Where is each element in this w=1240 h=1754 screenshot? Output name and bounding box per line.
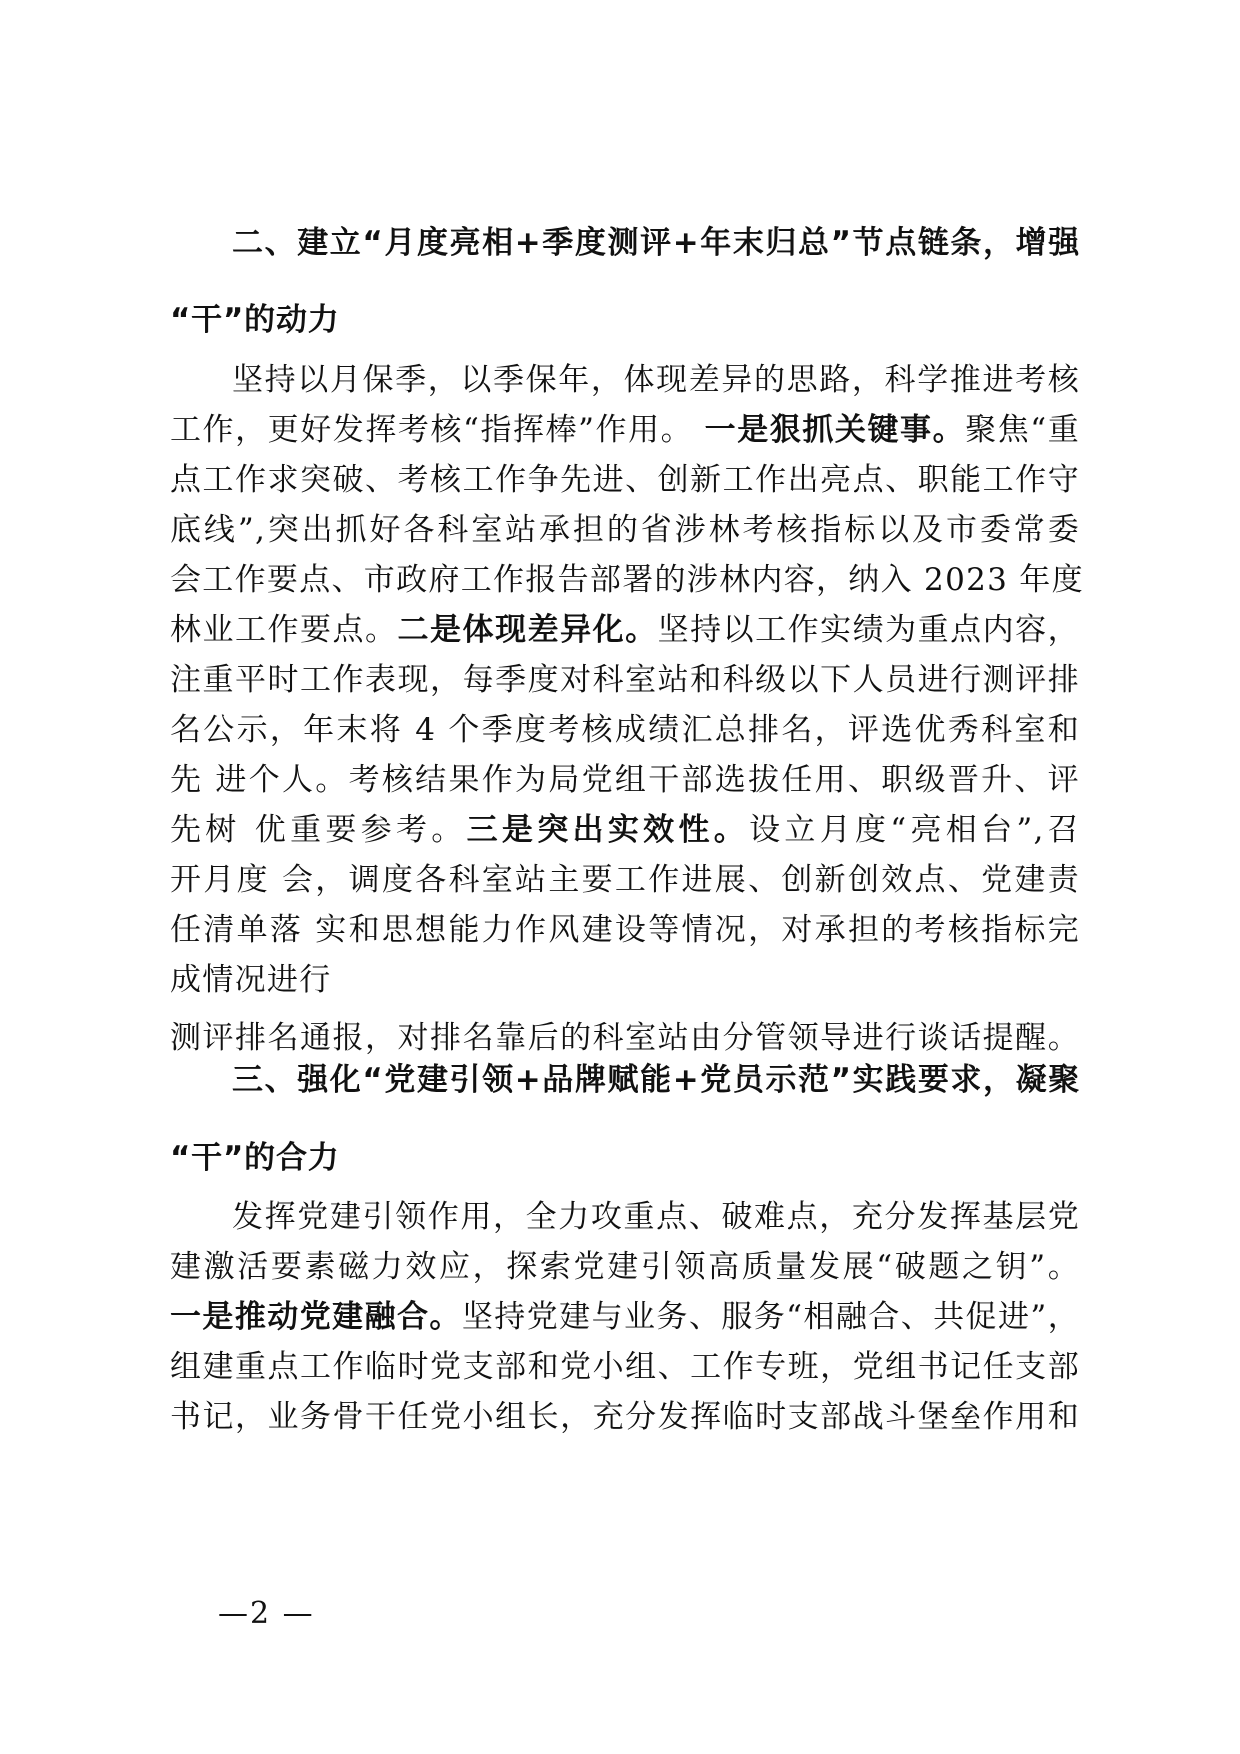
section-2-heading-line-2: “干”的动力 (170, 302, 340, 338)
section-2-paragraph-line: 坚持以月保季，以季保年，体现差异的思路，科学推进考核 (232, 362, 1080, 398)
bold-lead-phrase: 一是狠抓关键事。 (704, 412, 966, 448)
bold-lead-phrase: 一是推动党建融合。 (170, 1299, 462, 1335)
paragraph-text: 坚持党建与业务、服务“相融合、共促进”， (461, 1299, 1080, 1335)
section-3-paragraph-line: 建激活要素磁力效应，探索党建引领高质量发展“破题之钥”。 (170, 1249, 1080, 1285)
paragraph-text: 聚焦“重 (965, 412, 1080, 448)
section-3-paragraph-line: 书记，业务骨干任党小组长，充分发挥临时支部战斗堡垒作用和 (170, 1399, 1080, 1435)
section-2-paragraph-line: 测评排名通报，对排名靠后的科室站由分管领导进行谈话提醒。 (170, 1020, 1080, 1056)
section-2-paragraph-line (170, 610, 1080, 650)
section-2-paragraph-line: 名公示，年末将 4 个季度考核成绩汇总排名，评选优秀科室和 (170, 712, 1080, 748)
section-2-heading-line-1: 二、建立“月度亮相+季度测评+年末归总”节点链条，增强 (232, 225, 1080, 261)
paragraph-text: 工作，更好发挥考核“指挥棒”作用。 (170, 412, 705, 448)
section-2-paragraph-line: 底线”,突出抓好各科室站承担的省涉林考核指标以及市委常委 (170, 512, 1080, 548)
section-3-paragraph-line (170, 1297, 1080, 1337)
section-2-paragraph-line (170, 410, 1080, 450)
paragraph-text: 设立月度“亮相台”,召 (749, 812, 1080, 848)
section-3-heading-line-2: “干”的合力 (170, 1140, 340, 1176)
bold-lead-phrase: 二是体现差异化。 (397, 612, 658, 648)
bold-lead-phrase: 三是突出实效性。 (466, 812, 750, 848)
section-3-heading-line-1: 三、强化“党建引领+品牌赋能+党员示范”实践要求，凝聚 (232, 1062, 1080, 1098)
section-3-paragraph-line: 发挥党建引领作用，全力攻重点、破难点，充分发挥基层党 (232, 1199, 1080, 1235)
section-2-paragraph-line: 成情况进行 (170, 962, 332, 998)
section-2-paragraph-line: 先 进个人。考核结果作为局党组干部选拔任用、职级晋升、评 (170, 762, 1080, 798)
paragraph-text: 林业工作要点。 (170, 612, 398, 648)
page-number: —2 — (218, 1596, 315, 1631)
paragraph-text: 先树 优重要参考。 (170, 812, 467, 848)
section-2-paragraph-line (170, 810, 1080, 850)
section-2-paragraph-line: 点工作求突破、考核工作争先进、创新工作出亮点、职能工作守 (170, 462, 1080, 498)
section-2-paragraph-line: 开月度 会，调度各科室站主要工作进展、创新创效点、党建责 (170, 862, 1080, 898)
section-2-paragraph-line: 注重平时工作表现，每季度对科室站和科级以下人员进行测评排 (170, 662, 1080, 698)
section-3-paragraph-line: 组建重点工作临时党支部和党小组、工作专班，党组书记任支部 (170, 1349, 1080, 1385)
section-2-paragraph-line: 任清单落 实和思想能力作风建设等情况，对承担的考核指标完 (170, 912, 1080, 948)
section-2-paragraph-line: 会工作要点、市政府工作报告部署的涉林内容，纳入 2023 年度 (170, 562, 1084, 598)
paragraph-text: 坚持以工作实绩为重点内容， (657, 612, 1080, 648)
